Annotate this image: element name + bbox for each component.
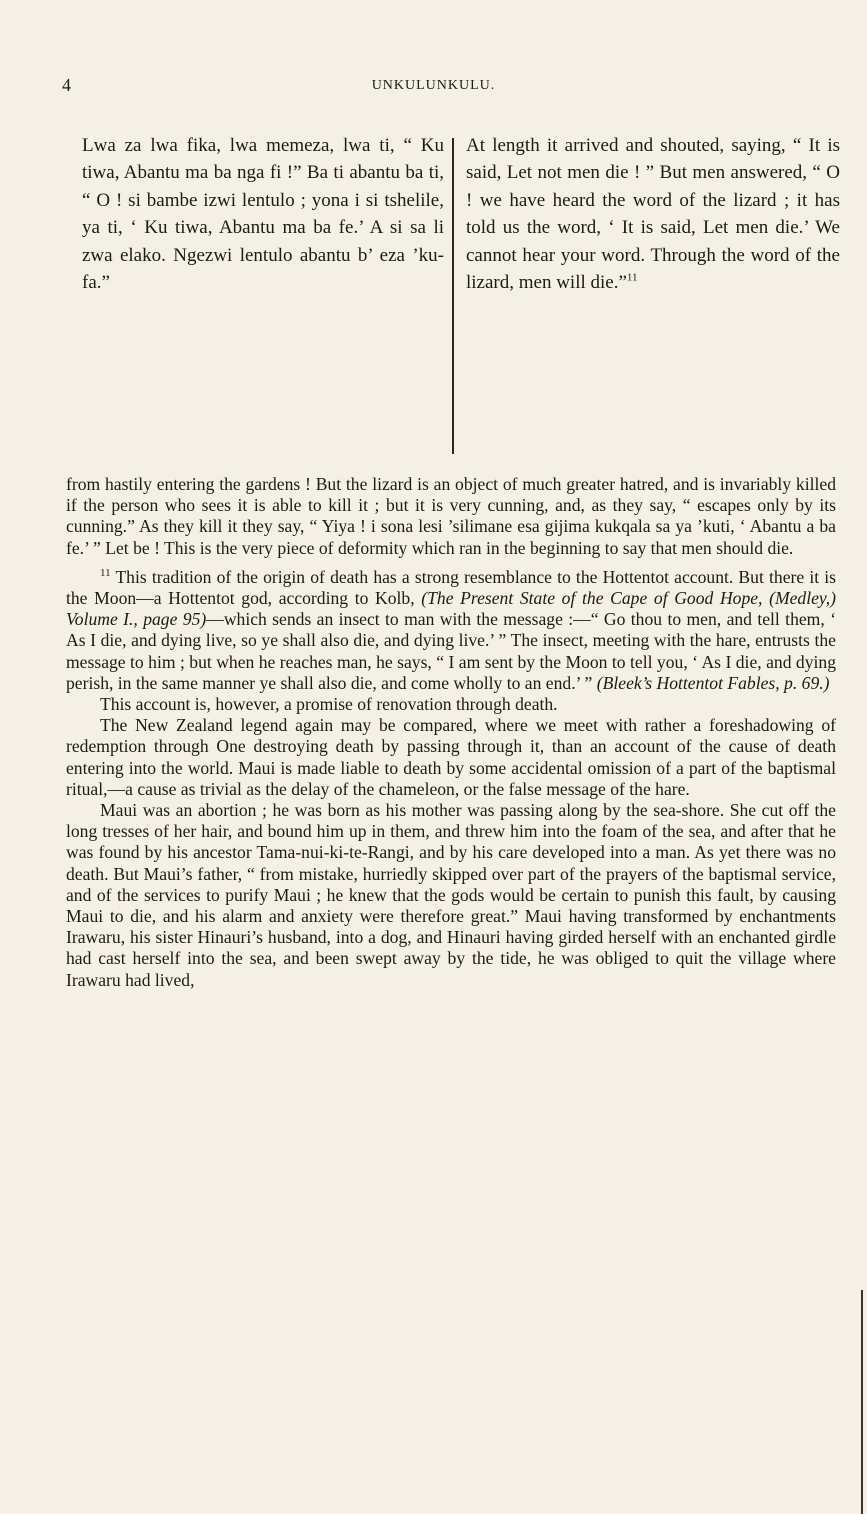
english-column-text: At length it arrived and shouted, saying, “ It is said, Let not men die ! ” But men answered, “ O ! we have heard the word of the lizard ; it has told us the word, ‘ It is said, Let men die.’ We cannot hear your word. Through the word of the lizard, men will die.” (466, 135, 840, 294)
footnote-number: 11 (100, 566, 111, 579)
page-number: 4 (62, 75, 71, 95)
footnote-ref: 11 (626, 271, 638, 284)
footnote-text-b: —which sends an insect to man with the message :—“ Go thou to men, and tell them, ‘ As I die, and dying live, so ye shall also die, and dying live.’ ” The insect, meeting with the hare, entrusts the message to him ; but when he reaches man, he says, “ I am sent by the Moon to tell you, ‘ As I die, and dying perish, in the same manner ye shall also die, and come wholly to an end.’ ” (66, 609, 836, 693)
paragraph-new-zealand: The New Zealand legend again may be compared, where we meet with rather a foreshadowing of redemption through One destroying death by passing through it, than an account of the cause of death entering into the world. Maui is made liable to death by some accidental omission of a part of the baptismal ritual,—a cause as trivial as the delay of the chameleon, or the false message of the hare. (66, 715, 836, 799)
running-title: UNKULUNKULU. (371, 78, 496, 93)
paragraph-maui: Maui was an abortion ; he was born as his mother was passing along by the sea-shore. She cut off the long tresses of her hair, and bound him up in them, and threw him into the foam of the sea, and after that he was found by his ancestor Tama-nui-ki-te-Rangi, and by his care developed into a man. As yet there was no death. But Maui’s father, “ from mistake, hurriedly skipped over part of the prayers of the baptismal service, and of the services to purify Maui ; he knew that the gods would be certain to punish this fault, by causing Maui to die, and his alarm and anxiety were therefore great.” Maui having transformed by enchantments Irawaru, his sister Hinauri’s husband, into a dog, and Hinauri having girded herself with an enchanted girdle had cast herself into the sea, and been swept away by the tide, he was obliged to quit the village where Irawaru had lived, (66, 800, 836, 990)
footnote (66, 567, 836, 694)
column-divider (452, 138, 454, 454)
main-text (66, 474, 836, 991)
page-edge-line (861, 1290, 863, 1514)
footnote-citation-kolb: (The Present State of the Cape of Good Hope, (Medley,) Volume I., page 95) (66, 588, 837, 630)
zulu-column-text: Lwa za lwa fika, lwa memeza, lwa ti, “ Ku tiwa, Abantu ma ba nga fi !” Ba ti abantu ba ti, “ O ! si bambe izwi lentulo ; yona i si tshelile, ya ti, ‘ Ku tiwa, Abantu ma ba fe.’ A si sa li zwa elako. Ngezwi lentulo abantu b’ eza ’ku-fa.” (82, 135, 444, 294)
footnote-citation-bleek: (Bleek’s Hottentot Fables, p. 69.) (596, 672, 830, 693)
parallel-columns (82, 132, 842, 454)
english-column (466, 132, 840, 296)
footnote-text-a: This tradition of the origin of death has a strong resemblance to the Hottentot account. But there it is the Moon—a Hottentot god, according to Kolb, (66, 566, 836, 609)
paragraph-renovation: This account is, however, a promise of renovation through death. (100, 694, 558, 715)
continuation-paragraph: from hastily entering the gardens ! But the lizard is an object of much greater hatred, and is invariably killed if the person who sees it is able to kill it ; but it is very cunning, and, as they say, “ escapes only by its cunning.” As they kill it they say, “ Yiya ! i sona lesi ’silimane esa gijima kukqala sa ya ’kuti, ‘ Abantu a ba fe.’ ” Let be ! This is the very piece of deformity which ran in the beginning to say that men should die. (66, 474, 836, 558)
